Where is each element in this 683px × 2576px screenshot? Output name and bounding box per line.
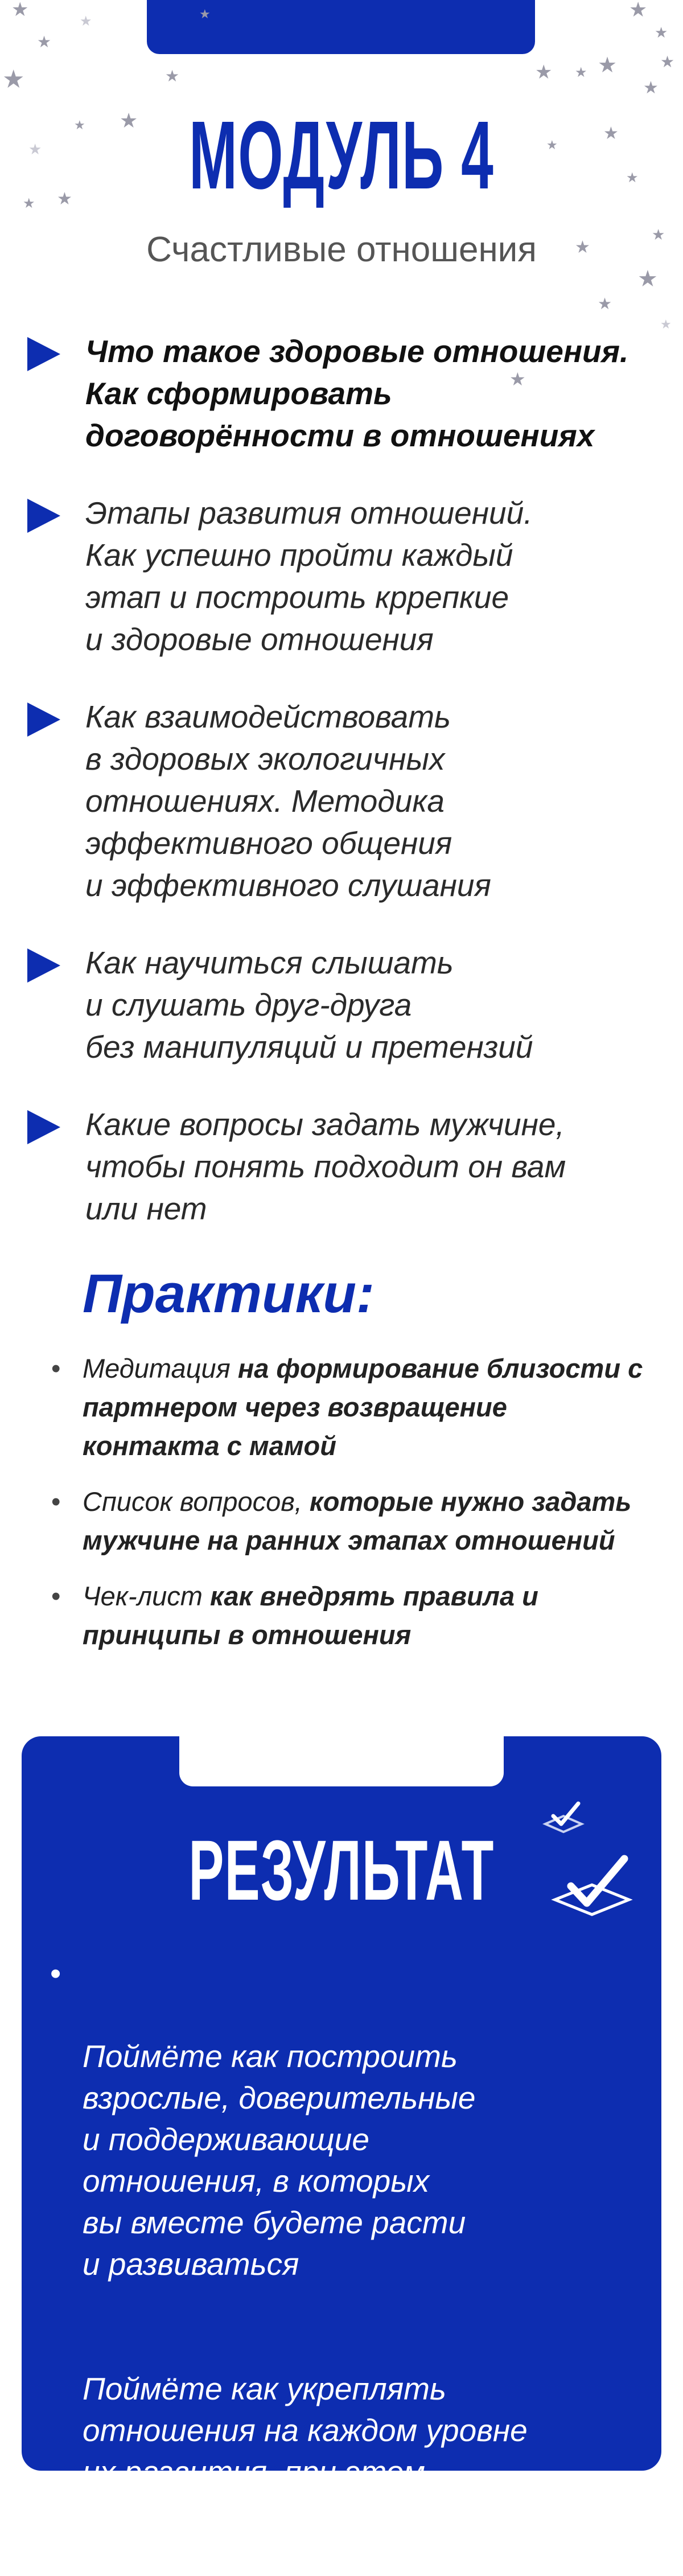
star-icon: ★ (603, 124, 619, 143)
practices-title: Практики: (83, 1263, 375, 1324)
topic-item (23, 492, 672, 660)
topic-text: Этапы развития отношений. Как успешно пройти каждый этап и построить кррепкие и здоровые отношения (85, 495, 533, 657)
star-icon: ★ (120, 109, 138, 133)
module-title: МОДУЛЬ 4 (189, 101, 494, 209)
triangle-play-icon (27, 337, 60, 371)
star-icon: ★ (598, 294, 612, 313)
star-icon: ★ (575, 64, 587, 80)
triangle-play-icon (27, 1110, 60, 1144)
star-icon: ★ (575, 237, 590, 257)
bullet-dot-icon: • (51, 1581, 61, 1611)
result-item (46, 2327, 643, 2534)
star-icon: ★ (74, 118, 85, 133)
triangle-play-icon (27, 499, 60, 533)
bullet-dot-icon: • (51, 1486, 61, 1517)
result-text: Поймёте как укреплять отношения на каждом уровне их развития, при этом не потерять себя в них (83, 2371, 528, 2531)
star-icon: ★ (637, 266, 658, 292)
practice-type: Медитация (83, 1353, 238, 1383)
practice-description: как внедрять правила и принципы в отношения (83, 1581, 538, 1650)
result-title: РЕЗУЛЬТАТ (188, 1822, 495, 1918)
practice-item (46, 1482, 649, 1560)
topic-text: Какие вопросы задать мужчине, чтобы понять подходит он вам или нет (85, 1107, 566, 1226)
topic-item (23, 330, 672, 457)
star-icon: ★ (11, 0, 29, 21)
star-icon: ★ (23, 195, 35, 211)
triangle-play-icon (27, 702, 60, 737)
topic-text: Как научиться слышать и слушать друг-друга без манипуляций и претензий (85, 945, 533, 1065)
practice-type: Список вопросов, (83, 1486, 310, 1517)
triangle-play-icon (27, 948, 60, 983)
star-icon: ★ (535, 61, 553, 84)
star-icon: ★ (57, 189, 72, 209)
topic-item (23, 696, 672, 906)
star-icon: ★ (660, 318, 672, 332)
star-icon: ★ (660, 52, 675, 71)
practice-item (46, 1349, 649, 1465)
star-icon: ★ (629, 0, 648, 22)
topics-list (23, 330, 672, 1265)
star-icon: ★ (626, 170, 639, 186)
practice-description: на формирование близости с партнером через возвращение контакта с мамой (83, 1353, 643, 1461)
star-icon: ★ (199, 7, 211, 22)
star-icon: ★ (652, 227, 665, 244)
star-icon: ★ (509, 368, 526, 390)
star-icon: ★ (2, 65, 25, 94)
star-icon: ★ (655, 24, 668, 42)
bullet-dot-icon: • (51, 1353, 61, 1383)
module-subtitle: Счастливые отношения (146, 230, 537, 269)
star-icon: ★ (165, 67, 180, 85)
practices-list (46, 1349, 649, 1671)
practice-description: которые нужно задать мужчине на ранних этапах отношений (83, 1486, 632, 1555)
checkmark-icon (549, 1853, 635, 1927)
star-icon: ★ (546, 138, 558, 153)
topic-item (23, 1103, 672, 1230)
result-item (46, 1953, 643, 2285)
topic-text: Как взаимодействовать в здоровых экологичных отношениях. Методика эффективного общения и эффективного слушания (85, 699, 491, 903)
star-icon: ★ (598, 52, 618, 77)
star-icon: ★ (643, 78, 659, 98)
practice-type: Чек-лист (83, 1581, 210, 1611)
star-icon: ★ (80, 13, 92, 29)
practice-item (46, 1577, 649, 1654)
result-list (46, 1953, 643, 2576)
topic-text: Что такое здоровые отношения. Как сформировать договорённости в отношениях (85, 334, 629, 453)
topic-item (23, 942, 672, 1068)
star-icon: ★ (37, 32, 52, 51)
result-card-notch (179, 1736, 504, 1786)
star-icon: ★ (28, 141, 42, 158)
result-text: Поймёте как построить взрослые, доверительные и поддерживающие отношения, в которых вы вместе будете расти и развиваться (83, 2039, 476, 2282)
bullet-dot-icon: • (50, 1955, 61, 1991)
